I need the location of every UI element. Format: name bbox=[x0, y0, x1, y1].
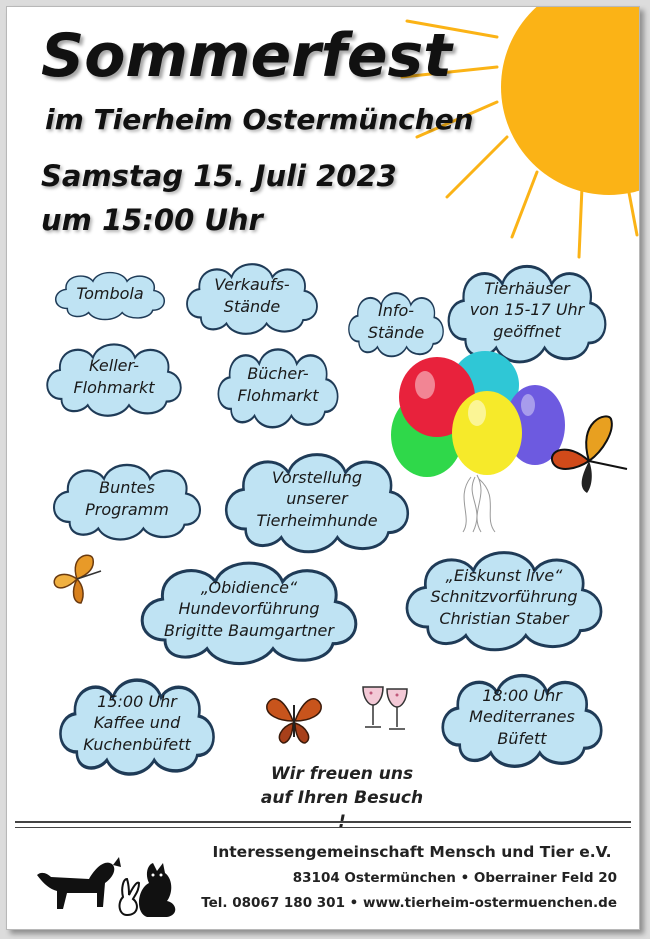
butterfly-icon bbox=[49, 551, 107, 607]
cloud-buffet-line2: Mediterranes bbox=[469, 707, 575, 727]
cloud-info-line1: Info- bbox=[377, 301, 415, 321]
cloud-kaffee bbox=[51, 665, 223, 781]
poster-title: Sommerfest bbox=[41, 21, 452, 91]
cloud-buffet-line1: 18:00 Uhr bbox=[482, 685, 562, 705]
cloud-buntesprogramm bbox=[45, 453, 209, 545]
champagne-glasses-icon bbox=[357, 679, 415, 735]
poster-page bbox=[6, 6, 640, 930]
cloud-buecher-line1: Bücher- bbox=[247, 364, 309, 384]
cloud-keller-line1: Keller- bbox=[89, 356, 139, 376]
footer-divider bbox=[15, 821, 631, 823]
cloud-vorstellung-line3: Tierheimhunde bbox=[256, 510, 378, 530]
cloud-kaffee-line1: 15:00 Uhr bbox=[97, 691, 177, 711]
cloud-eiskunst-line3: Christian Staber bbox=[439, 608, 569, 628]
cloud-vorstellung bbox=[215, 439, 419, 559]
cloud-buecher-line2: Flohmarkt bbox=[237, 386, 319, 405]
cloud-buntes-line2: Programm bbox=[85, 500, 169, 519]
cloud-obidience-line2: Hundevorführung bbox=[178, 599, 320, 619]
cloud-verkaufsstaende bbox=[179, 253, 325, 339]
welcome-line2: auf Ihren Besuch bbox=[260, 787, 424, 808]
cloud-eiskunst bbox=[395, 537, 613, 657]
cloud-vorstellung-line2: unserer bbox=[286, 489, 348, 509]
welcome-message bbox=[257, 763, 427, 834]
organization-contact: Tel. 08067 180 301 • www.tierheim-ostermuenchen.de bbox=[201, 895, 617, 911]
cloud-eiskunst-line2: Schnitzvorführung bbox=[430, 587, 578, 607]
cloud-buffet-line3: Büfett bbox=[497, 728, 547, 748]
cloud-kaffee-line2: Kaffee und bbox=[93, 713, 181, 733]
cloud-obidience-line1: „Obidience“ bbox=[200, 577, 298, 597]
cloud-eiskunst-line1: „Eiskunst live“ bbox=[445, 565, 563, 585]
cloud-tierhaeuser-line1: Tierhäuser bbox=[484, 278, 570, 298]
cloud-tierhaeuser-line3: geöffnet bbox=[493, 321, 561, 341]
cloud-tierhaeuser-line2: von 15-17 Uhr bbox=[469, 300, 585, 320]
cloud-info-line2: Stände bbox=[367, 323, 425, 342]
cloud-buntes-line1: Buntes bbox=[99, 478, 155, 498]
cloud-obidience bbox=[129, 547, 369, 671]
cloud-buecherflohmarkt bbox=[211, 337, 345, 433]
cloud-kellerflohmarkt bbox=[39, 333, 189, 421]
footer-divider-thin bbox=[15, 827, 631, 828]
cloud-kaffee-line3: Kuchenbüfett bbox=[83, 734, 191, 754]
cloud-verkaufs-line2: Stände bbox=[223, 297, 281, 316]
animals-silhouette-icon bbox=[27, 845, 187, 921]
event-date: Samstag 15. Juli 2023 bbox=[41, 159, 397, 193]
cloud-keller-line2: Flohmarkt bbox=[73, 378, 155, 397]
welcome-line1: Wir freuen uns bbox=[270, 764, 414, 784]
organization-name: Interessengemeinschaft Mensch und Tier e.V. bbox=[212, 843, 612, 861]
poster-subtitle: im Tierheim Ostermünchen bbox=[45, 103, 474, 136]
butterfly-icon bbox=[547, 411, 633, 501]
cloud-tombola bbox=[49, 265, 171, 323]
event-time: um 15:00 Uhr bbox=[41, 203, 263, 237]
organization-address: 83104 Ostermünchen • Oberrainer Feld 20 bbox=[292, 870, 617, 886]
cloud-verkaufs-line1: Verkaufs- bbox=[214, 275, 290, 295]
butterfly-icon bbox=[263, 691, 325, 747]
cloud-tombola-label: Tombola bbox=[76, 284, 144, 304]
cloud-obidience-line3: Brigitte Baumgartner bbox=[164, 620, 334, 640]
cloud-vorstellung-line1: Vorstellung bbox=[271, 467, 363, 487]
cloud-buffet bbox=[433, 661, 611, 773]
